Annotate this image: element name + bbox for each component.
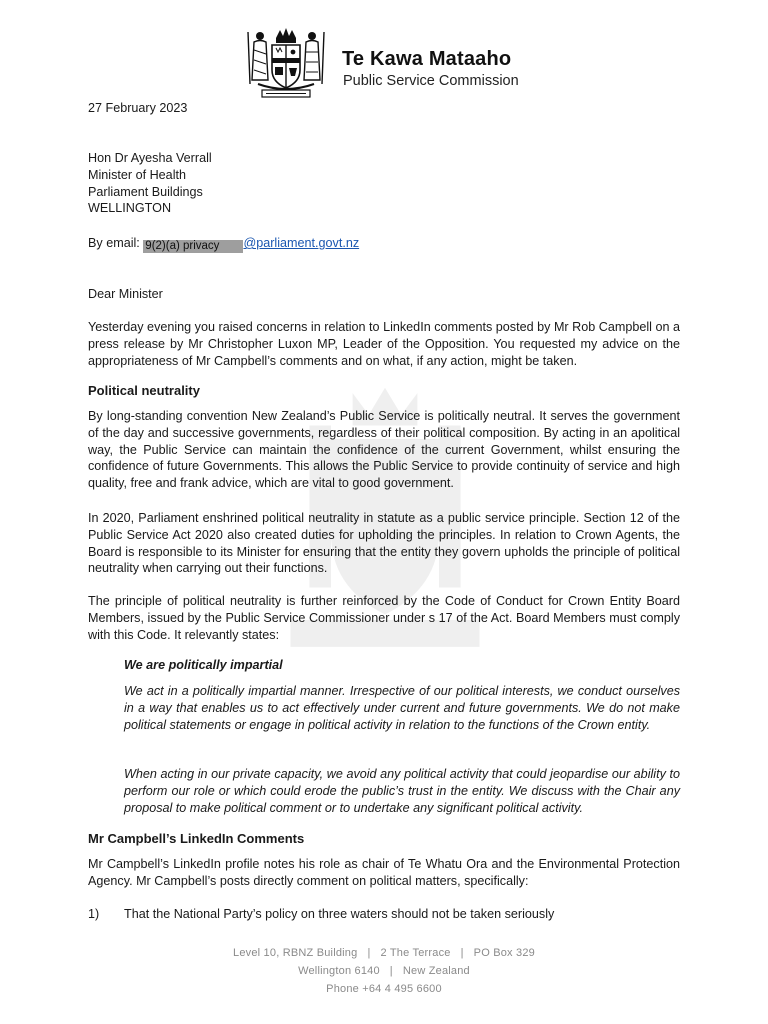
letter-date: 27 February 2023 [88, 101, 188, 115]
section-heading-political-neutrality: Political neutrality [88, 383, 200, 398]
footer-city: Wellington 6140 [298, 965, 380, 977]
salutation: Dear Minister [88, 287, 163, 301]
footer-building: Level 10, RBNZ Building [233, 947, 358, 959]
footer-city-line [0, 962, 768, 980]
coat-of-arms-icon [240, 24, 332, 100]
recipient-name: Hon Dr Ayesha Verrall [88, 151, 212, 165]
recipient-city: WELLINGTON [88, 201, 172, 216]
organisation-subtitle: Public Service Commission [343, 73, 519, 89]
footer-separator: | [460, 947, 464, 959]
paragraph-linkedin-profile: Mr Campbell’s LinkedIn profile notes his role as chair of Te Whatu Ora and the Environmental Protection Agency. Mr Campbell’s posts directly comment on political matters, specifically: [88, 857, 680, 888]
redaction-box: 9(2)(a) privacy [143, 240, 243, 253]
list-item-number: 1) [88, 907, 100, 921]
organisation-name: Te Kawa Mataaho [342, 48, 512, 70]
quote-heading: We are politically impartial [124, 658, 283, 672]
footer-po-box: PO Box 329 [473, 947, 535, 959]
paragraph-code-of-conduct: The principle of political neutrality is further reinforced by the Code of Conduct for Crown Entity Board Members, issued by the Public Service Commissioner under s 17 of the Act. Board Members must comply with this Code. It relevantly states: [88, 594, 680, 642]
email-link[interactable]: @parliament.govt.nz [243, 236, 360, 250]
email-line [88, 235, 680, 253]
quote-paragraph-1: We act in a politically impartial manner. Irrespective of our political interests, we conduct ourselves in a way that enables us to act effectively under current and future governments. We do not make political statements or engage in political activity in relation to the functions of the Crown entity. [124, 684, 680, 732]
footer-street: 2 The Terrace [380, 947, 451, 959]
recipient-address [88, 150, 680, 217]
recipient-title: Minister of Health [88, 167, 186, 182]
quote-paragraph-2: When acting in our private capacity, we avoid any political activity that could jeopardise our ability to perform our role or which could erode the public’s trust in the entity. We discuss with the Chair any proposal to make political comment or to undertake any significant political activity. [124, 767, 680, 815]
intro-paragraph: Yesterday evening you raised concerns in relation to LinkedIn comments posted by Mr Rob Campbell on a press release by Mr Christopher Luxon MP, Leader of the Opposition. You requested my advice on the appropriateness of Mr Campbell’s comments and on what, if any action, might be taken. [88, 320, 680, 368]
recipient-building: Parliament Buildings [88, 184, 203, 199]
list-item-text: That the National Party’s policy on three waters should not be taken seriously [124, 907, 555, 921]
footer-separator: | [389, 965, 393, 977]
paragraph-neutrality-convention: By long-standing convention New Zealand’s Public Service is politically neutral. It serves the government of the day and successive governments, regardless of their political composition. By acting in an apolitical way, the Public Service can maintain the confidence of the current Government, whilst ensuring the confidence of future Governments. This allows the Public Service to provide continuity of service and high quality, free and frank advice, which are vital to good government. [88, 409, 680, 491]
paragraph-public-service-act: In 2020, Parliament enshrined political neutrality in statute as a public service principle. Section 12 of the Public Service Act 2020 also created duties for upholding the principles. In relation to Crown Agents, the Board is responsible to its Minister for ensuring that the entity they govern upholds the principle of political neutrality when carrying out their functions. [88, 511, 680, 576]
footer-country: New Zealand [402, 965, 470, 977]
section-heading-linkedin-comments: Mr Campbell’s LinkedIn Comments [88, 831, 305, 846]
email-label: By email: [88, 236, 140, 250]
footer-address [0, 944, 768, 962]
footer-separator: | [367, 947, 371, 959]
footer-phone: Phone +64 4 495 6600 [326, 983, 442, 995]
